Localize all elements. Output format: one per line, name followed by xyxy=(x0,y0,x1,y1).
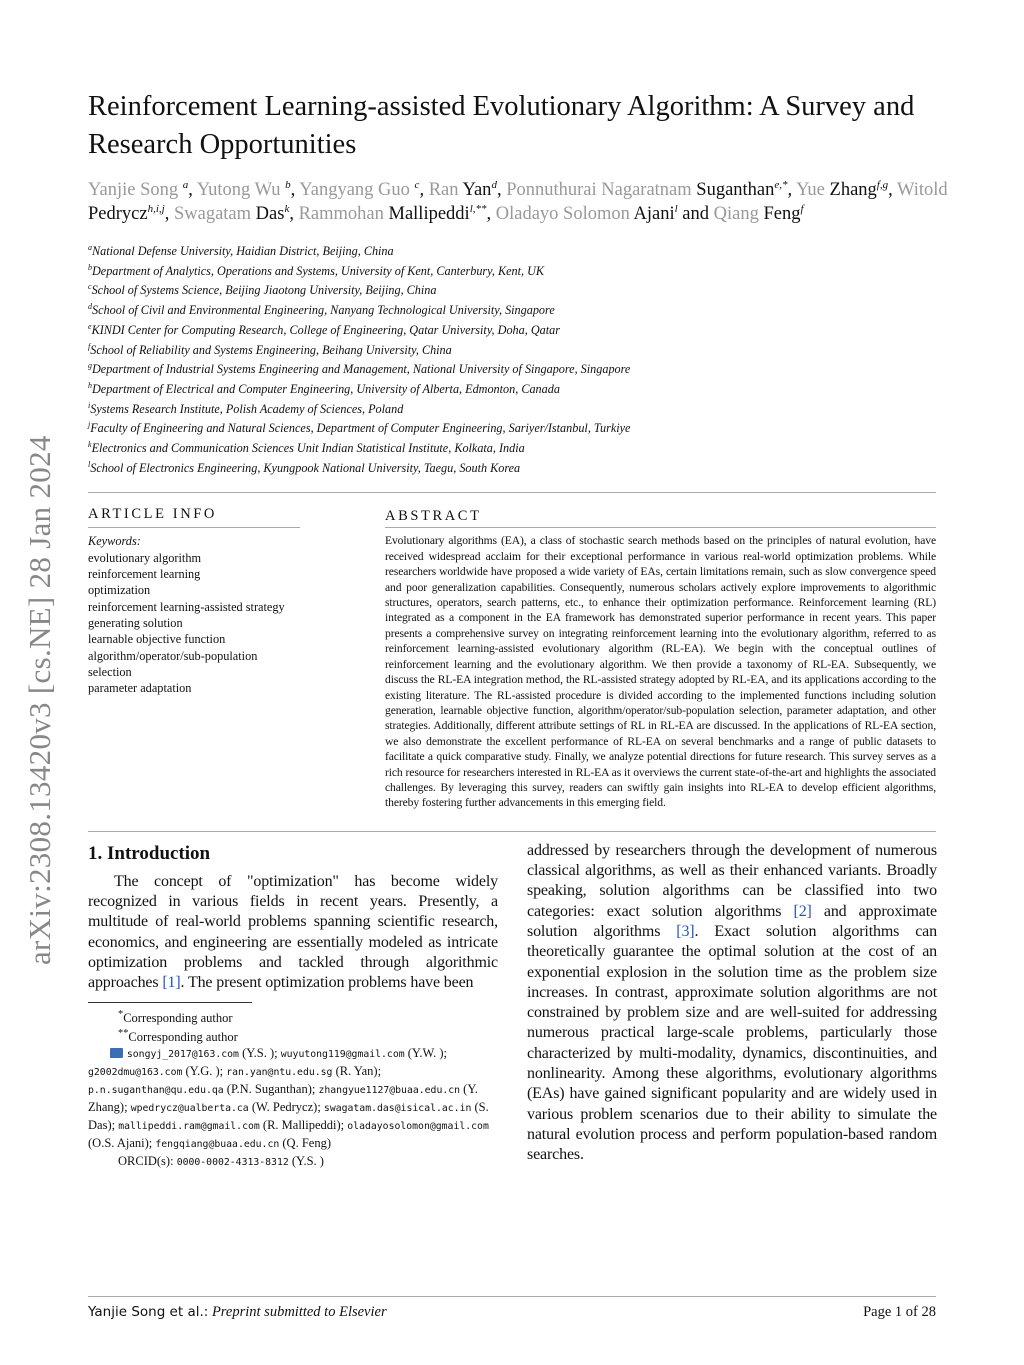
author xyxy=(299,204,487,224)
author-surname: Pedrycz xyxy=(88,204,148,224)
footer-authors: Yanjie Song et al.: xyxy=(88,1304,209,1320)
affiliation xyxy=(88,281,936,301)
keyword: reinforcement learning-assisted strategy xyxy=(88,599,285,614)
email-owner: (Y.S. ) xyxy=(242,1045,275,1060)
author-given-name: Yangyang Guo xyxy=(299,180,410,200)
and-label: and xyxy=(682,204,709,224)
affiliation xyxy=(88,341,936,361)
author xyxy=(496,204,678,224)
author-surname: Yan xyxy=(462,180,492,200)
affiliation-list xyxy=(88,242,936,478)
keyword: learnable objective function xyxy=(88,632,226,647)
email-address[interactable]: fengqiang@buaa.edu.cn xyxy=(155,1138,280,1150)
author-surname: Das xyxy=(255,204,285,224)
author xyxy=(174,204,289,224)
author-given-name: Swagatam xyxy=(173,204,252,224)
email-owner: (Q. Feng) xyxy=(282,1135,331,1150)
affiliation xyxy=(88,262,936,282)
email-icon xyxy=(110,1048,123,1058)
affiliation xyxy=(88,400,936,420)
orcid-id[interactable]: 0000-0002-4313-8312 xyxy=(176,1156,289,1168)
email-owner: (W. Pedrycz) xyxy=(251,1099,318,1114)
email-address[interactable]: swagatam.das@isical.ac.in xyxy=(323,1102,472,1114)
affiliation xyxy=(88,242,936,262)
email-owner: (Y.G. ) xyxy=(185,1063,220,1078)
affiliation xyxy=(88,321,936,341)
email-owner: (R. Mallipeddi) xyxy=(262,1117,341,1132)
affiliation-text: School of Electronics Engineering, Kyungpook National University, Taegu, South Korea xyxy=(90,460,521,475)
email-address[interactable]: oladayosolomon@gmail.com xyxy=(347,1120,489,1132)
author-surname: Feng xyxy=(763,204,801,224)
corresponding-author-note: Corresponding author xyxy=(128,1029,238,1044)
author-given-name: Rammohan xyxy=(298,204,384,224)
affiliation-text: School of Systems Science, Beijing Jiaotong University, Beijing, China xyxy=(91,283,437,298)
affiliation-mark: i xyxy=(88,400,91,410)
email-address[interactable]: p.n.suganthan@qu.edu.qa xyxy=(88,1084,224,1096)
author-affiliation-mark: h,i,j xyxy=(147,202,165,215)
author-surname: Suganthan xyxy=(696,180,775,200)
intro-left-column xyxy=(88,841,498,1171)
author xyxy=(714,204,804,224)
introduction-section xyxy=(88,841,936,1171)
email-address[interactable]: wpedrycz@ualberta.ca xyxy=(130,1102,249,1114)
affiliation-text: Electronics and Communication Sciences Unit Indian Statistical Institute, Kolkata, India xyxy=(91,441,525,456)
author-given-name: Yanjie Song xyxy=(88,180,179,200)
email-owner: (P.N. Suganthan) xyxy=(226,1081,312,1096)
paragraph-text: . The present optimization problems have been xyxy=(180,974,474,992)
abstract xyxy=(385,505,936,810)
author-list: Yanjie Song $^a$, Yutong Wu $^b$, Yangyang Guo $^c$, Ran Yan$^d$, Ponnuthurai Nagaratnam Suganthan$^{e,*}$, Yue Zhang$^{f,g}$, Witold Pedrycz$^{h,i,j}$, Swagatam Das$^k$, Rammohan Mallipeddi$^{l,**}$, Oladayo Solomon Ajani$^l$ and Qiang Feng$^f$ xyxy=(88,178,948,224)
footnotes: *Corresponding author **Corresponding author songyj_2017@163.com (Y.S. ); wuyutong119@gmail.com (Y.W. ); g2002dmu@163.com (Y.G. ); ran.yan@ntu.edu.sg (R. Yan); p.n.suganthan@qu.edu.qa (P.N. Suganthan); zhangyue1127@buaa.edu.cn (Y. Zhang); wpedrycz@ualberta.ca (W. Pedrycz); swagatam.das@isical.ac.in (S. Das); mallipeddi.ram@gmail.com (R. Mallipeddi); oladayosolomon@gmail.com (O.S. Ajani); fengqiang@buaa.edu.cn (Q. Feng) ORCID(s): 0000-0002-4313-8312 (Y.S. ) xyxy=(88,1007,498,1171)
affiliation-mark: j xyxy=(88,420,91,430)
email-address[interactable]: zhangyue1127@buaa.edu.cn xyxy=(318,1084,461,1096)
author-given-name: Yue xyxy=(796,180,825,200)
author xyxy=(197,180,291,200)
article-info-heading: ARTICLE INFO xyxy=(88,506,218,523)
divider xyxy=(385,527,936,528)
author-given-name: Yutong Wu xyxy=(196,180,281,200)
author-given-name: Witold xyxy=(897,180,948,200)
keyword: parameter adaptation xyxy=(88,681,192,696)
author-affiliation-mark: c xyxy=(414,178,420,191)
affiliation xyxy=(88,380,936,400)
affiliation-text: School of Reliability and Systems Engineering, Beihang University, China xyxy=(90,342,452,357)
author-affiliation-mark: f xyxy=(800,202,804,215)
affiliation xyxy=(88,459,936,479)
author-given-name: Oladayo Solomon xyxy=(495,204,630,224)
affiliation-text: Faculty of Engineering and Natural Sciences, Department of Computer Engineering, Sariyer/Istanbul, Turkiye xyxy=(90,421,631,436)
divider xyxy=(88,492,936,493)
author-affiliation-mark: l xyxy=(674,202,678,215)
affiliation-mark: f xyxy=(88,341,91,351)
author-surname: Zhang xyxy=(829,180,877,200)
section-heading-introduction: 1. Introduction xyxy=(88,842,211,864)
citation-link[interactable]: [1] xyxy=(162,974,181,992)
paragraph-text: addressed by researchers through the development of numerous classical algorithms, as well as their enhanced variants. Broadly speaking, solution algorithms can be classified into two categories: exact solution algorithms xyxy=(527,841,937,920)
email-address[interactable]: mallipeddi.ram@gmail.com xyxy=(118,1120,260,1132)
footer-left xyxy=(88,1303,387,1321)
affiliation-text: KINDI Center for Computing Research, College of Engineering, Qatar University, Doha, Qatar xyxy=(91,322,560,337)
affiliation-text: Department of Industrial Systems Engineering and Management, National University of Singapore, Singapore xyxy=(92,362,631,377)
keyword: algorithm/operator/sub-population selection xyxy=(88,648,258,679)
email-owner: (Y. Zhang) xyxy=(88,1081,478,1114)
affiliation-text: Department of Electrical and Computer Engineering, University of Alberta, Edmonton, Canada xyxy=(92,381,560,396)
affiliation-mark: g xyxy=(88,361,92,371)
intro-left-text xyxy=(88,872,498,994)
author-affiliation-mark: d xyxy=(491,178,497,191)
email-owner: (Y.W. ) xyxy=(407,1045,444,1060)
affiliation-text: School of Civil and Environmental Engineering, Nanyang Technological University, Singapore xyxy=(92,303,555,318)
affiliation xyxy=(88,301,936,321)
divider xyxy=(88,527,300,528)
keyword: optimization xyxy=(88,583,151,598)
affiliation-mark: e xyxy=(88,321,92,331)
abstract-text: Evolutionary algorithms (EA), a class of stochastic search methods based on the principles of natural evolution, have received widespread acclaim for their exceptional performance in various real-world optimization problems. While researchers worldwide have proposed a wide variety of EAs, certain limitations remain, such as slow convergence speed and poor generalization capabilities. Consequently, numerous scholars actively explore improvements to algorithmic structures, operators, search patterns, etc., to enhance their optimization performance. Reinforcement learning (RL) integrated as a component in the EA framework has demonstrated superior performance in recent years. This paper presents a comprehensive survey on integrating reinforcement learning into the evolutionary algorithm, referred to as reinforcement learning-assisted evolutionary algorithm (RL-EA). We begin with the conceptual outlines of reinforcement learning and the evolutionary algorithm. We then provide a taxonomy of RL-EA. Subsequently, we discuss the RL-EA integration method, the RL-assisted strategy adopted by RL-EA, and its applications according to the existing literature. The RL-assisted procedure is divided according to the implemented functions including solution generation, learnable objective function, algorithm/operator/sub-population selection, parameter adaptation, and other strategies. Additionally, different attribute settings of RL in RL-EA are discussed. In the applications of RL-EA section, we also demonstrate the excellent performance of RL-EA on several benchmarks and a range of public datasets to facilitate a quick comparative study. Finally, we analyze potential directions for future research. This survey serves as a rich resource for researchers interested in RL-EA as it overviews the current state-of-the-art and highlights the associated challenges. By leveraging this survey, readers can swiftly gain insights into RL-EA to develop efficient algorithms, thereby fostering further advancements in this emerging field. xyxy=(385,534,936,810)
author xyxy=(796,180,888,200)
affiliation-mark: h xyxy=(88,380,92,390)
citation-link[interactable]: [2] xyxy=(793,902,812,920)
email-owner: (S. Das) xyxy=(88,1099,489,1132)
abstract-heading: ABSTRACT xyxy=(385,508,482,525)
author-affiliation-mark: a xyxy=(182,178,189,191)
author-affiliation-mark: k xyxy=(284,202,290,215)
footer-venue: Preprint submitted to Elsevier xyxy=(211,1304,387,1320)
email-owner: (R. Yan) xyxy=(335,1063,378,1078)
affiliation-mark: c xyxy=(88,282,92,292)
email-address[interactable]: ran.yan@ntu.edu.sg xyxy=(226,1066,333,1078)
email-owner: (O.S. Ajani) xyxy=(88,1135,149,1150)
email-address[interactable]: g2002dmu@163.com xyxy=(88,1066,183,1078)
intro-right-column xyxy=(527,841,937,1171)
author-affiliation-mark: e,* xyxy=(774,178,788,191)
arxiv-side-label: arXiv:2308.13420v3 [cs.NE] 28 Jan 2024 xyxy=(22,435,57,965)
author xyxy=(506,180,787,200)
front-matter-row xyxy=(88,505,936,810)
affiliation-mark: b xyxy=(88,262,92,272)
keywords xyxy=(88,533,300,696)
affiliation xyxy=(88,439,936,459)
affiliation-mark: k xyxy=(88,439,92,449)
author-affiliation-mark: l,** xyxy=(469,202,487,215)
author-affiliation-mark: b xyxy=(285,178,291,191)
keywords-label: Keywords: xyxy=(88,534,141,549)
email-list: songyj_2017@163.com (Y.S. ); wuyutong119@gmail.com (Y.W. ); g2002dmu@163.com (Y.G. ); ran.yan@ntu.edu.sg (R. Yan); p.n.suganthan@qu.edu.qa (P.N. Suganthan); zhangyue1127@buaa.edu.cn (Y. Zhang); wpedrycz@ualberta.ca (W. Pedrycz); swagatam.das@isical.ac.in (S. Das); mallipeddi.ram@gmail.com (R. Mallipeddi); oladayosolomon@gmail.com (O.S. Ajani); fengqiang@buaa.edu.cn (Q. Feng) xyxy=(88,1045,489,1150)
author-given-name: Ponnuthurai Nagaratnam xyxy=(506,180,692,200)
orcid-label: ORCID(s): xyxy=(118,1153,174,1168)
corresponding-author-note: Corresponding author xyxy=(123,1010,233,1025)
divider xyxy=(88,831,936,832)
paper-title: Reinforcement Learning-assisted Evolutionary Algorithm: A Survey and Research Opportunities xyxy=(88,91,915,160)
keyword: generating solution xyxy=(88,615,183,630)
affiliation xyxy=(88,360,936,380)
author xyxy=(299,180,419,200)
affiliation-text: Department of Analytics, Operations and Systems, University of Kent, Canterbury, Kent, UK xyxy=(92,263,545,278)
affiliation-text: Systems Research Institute, Polish Academy of Sciences, Poland xyxy=(90,401,404,416)
article-info xyxy=(88,505,300,810)
citation-link[interactable]: [3] xyxy=(676,922,695,940)
keyword: reinforcement learning xyxy=(88,567,201,582)
affiliation-mark: l xyxy=(88,459,91,469)
page-number: Page 1 of 28 xyxy=(863,1304,936,1320)
orcid-owner: (Y.S. ) xyxy=(291,1153,324,1168)
author-surname: Ajani xyxy=(633,204,675,224)
author-given-name: Ran xyxy=(428,180,459,200)
paragraph-text: and approximate solution algorithms xyxy=(527,902,937,940)
author-surname: Mallipeddi xyxy=(388,204,470,224)
email-address[interactable]: wuyutong119@gmail.com xyxy=(280,1048,405,1060)
affiliation-text: National Defense University, Haidian District, Beijing, China xyxy=(92,244,394,258)
footnote-rule xyxy=(88,1002,252,1003)
email-address[interactable]: songyj_2017@163.com xyxy=(126,1048,239,1060)
author-given-name: Qiang xyxy=(713,204,759,224)
affiliation xyxy=(88,419,936,439)
divider xyxy=(88,1296,936,1297)
paragraph-text: The concept of "optimization" has become widely recognized in various fields in recent years. Presently, a multitude of real-world problems spanning scientific research, economics, and engineering are essentially modeled as intricate optimization problems and tackled through algorithmic approaches xyxy=(88,872,498,992)
affiliation-mark: d xyxy=(88,302,92,312)
keyword: evolutionary algorithm xyxy=(88,550,202,565)
author xyxy=(88,180,188,200)
paragraph-text: . Exact solution algorithms can theoretically guarantee the optimal solution at the cost of an exponential explosion in the solution time as the problem size increases. In contrast, approximate solution algorithms are not constrained by problem size and are well-suited for addressing numerous practical large-scale problems, particularly those characterized by multi-modality, dynamics, discontinuities, and nonlinearity. Among these algorithms, evolutionary algorithms (EAs) have gained significant popularity and are widely used in various problem scenarios due to their ability to simulate the natural evolution process and perform population-based random searches. xyxy=(527,922,937,1164)
author xyxy=(429,180,497,200)
author-affiliation-mark: f,g xyxy=(876,178,889,191)
page-body xyxy=(88,88,948,1171)
affiliation-mark: a xyxy=(88,242,92,252)
